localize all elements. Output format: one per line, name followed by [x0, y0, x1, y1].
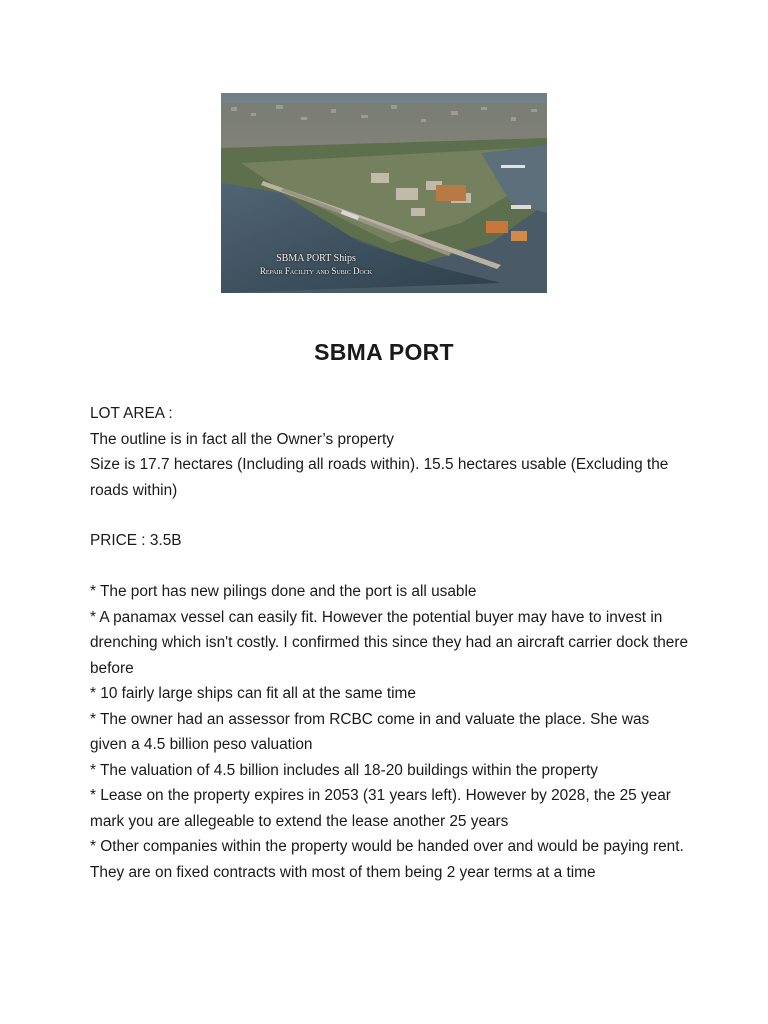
lot-area-section [90, 401, 690, 503]
photo-caption-line2: Repair Facility and Subic Dock [259, 266, 373, 276]
lot-area-label: LOT AREA : [90, 405, 173, 422]
photo-caption-line1: SBMA PORT Ships [276, 253, 356, 264]
list-item: * 10 fairly large ships can fit all at the same time [90, 685, 416, 702]
photo-caption [221, 253, 411, 277]
list-item: * The valuation of 4.5 billion includes all 18-20 buildings within the property [90, 761, 598, 779]
price-line: PRICE : 3.5B [90, 532, 182, 549]
lot-area-line: Size is 17.7 hectares (Including all roads within). 15.5 hectares usable (Excluding the roads within) [90, 456, 669, 499]
price-section [90, 528, 690, 554]
list-item: * Other companies within the property would be handed over and would be paying rent. They are on fixed contracts with most of them being 2 year terms at a time [90, 838, 684, 881]
lot-area-line: The outline is in fact all the Owner’s property [90, 430, 394, 448]
aerial-port-photo [221, 93, 547, 293]
bullet-list [90, 579, 690, 885]
list-item: * The owner had an assessor from RCBC come in and valuate the place. She was given a 4.5 billion peso valuation [90, 710, 650, 753]
page-title: SBMA PORT [314, 339, 454, 365]
list-item: * The port has new pilings done and the port is all usable [90, 583, 477, 600]
list-item: * A panamax vessel can easily fit. However the potential buyer may have to invest in drenching which isn't costly. I confirmed this since they had an aircraft carrier dock there before [90, 608, 689, 677]
list-item: * Lease on the property expires in 2053 (31 years left). However by 2028, the 25 year mark you are allegeable to extend the lease another 25 years [90, 787, 671, 830]
